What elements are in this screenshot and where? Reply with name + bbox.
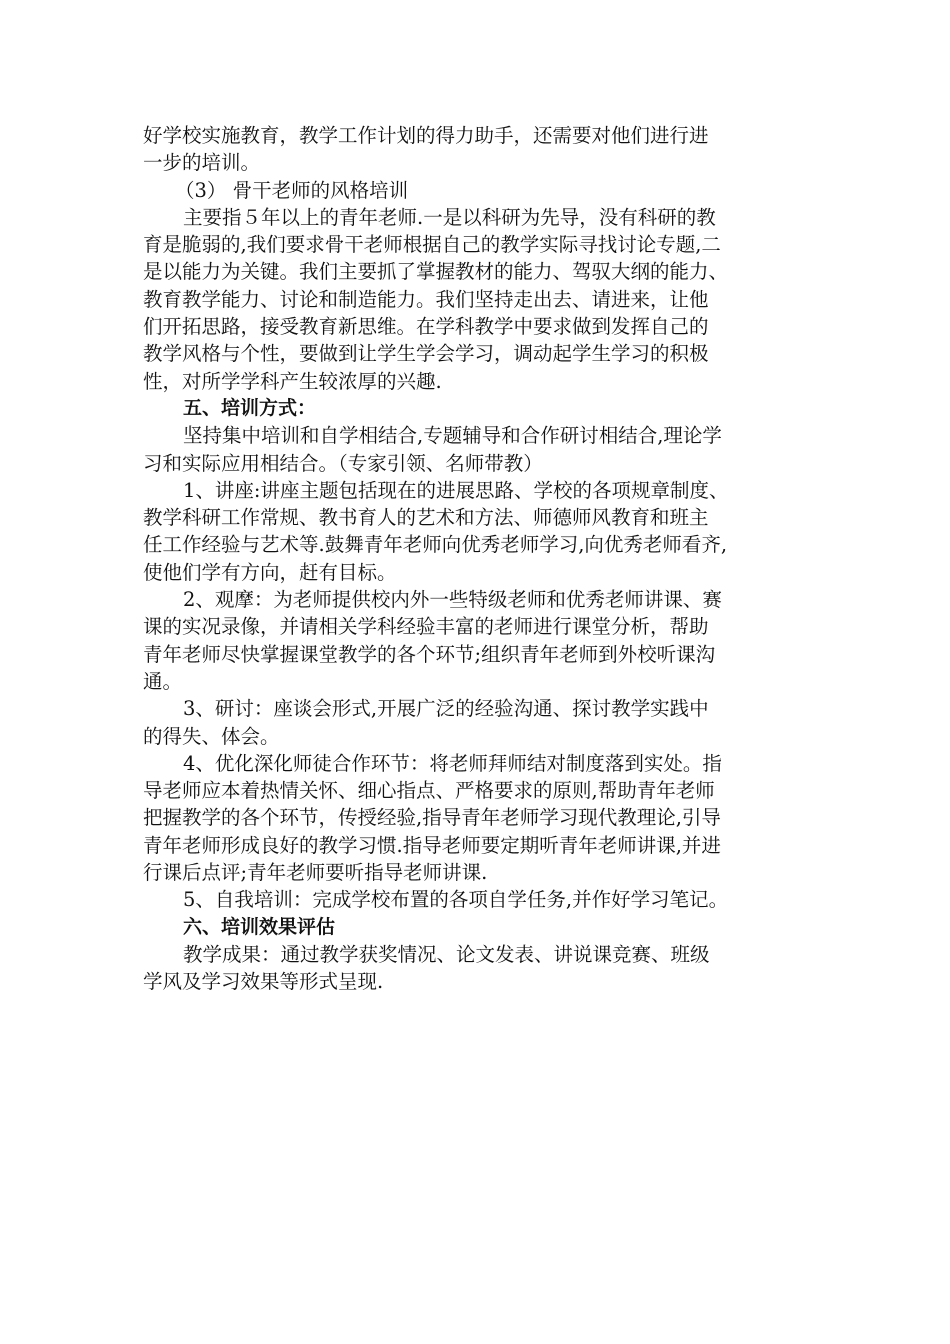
body-text-line: 一步的培训。 xyxy=(143,151,261,175)
body-text-line: 导老师应本着热情关怀、细心指点、严格要求的原则,帮助青年老师 xyxy=(143,779,715,803)
body-text-line: 行课后点评;青年老师要听指导老师讲课. xyxy=(143,861,488,885)
body-text-line: 课的实况录像，并请相关学科经验丰富的老师进行课堂分析，帮助 xyxy=(143,615,709,639)
paragraph-start: 教学成果：通过教学获奖情况、论文发表、讲说课竞赛、班级 xyxy=(183,942,710,966)
body-text-line: 青年老师形成良好的教学习惯.指导老师要定期听青年老师讲课,并进 xyxy=(143,833,721,857)
document-page xyxy=(143,122,825,996)
body-text-line: 习和实际应用相结合。（专家引领、名师带教） xyxy=(143,451,543,475)
body-text-line: 性，对所学学科产生较浓厚的兴趣. xyxy=(143,369,442,393)
body-text-line: 教学科研工作常规、教书育人的艺术和方法、师德师风教育和班主 xyxy=(143,506,709,530)
section-heading: 六、培训效果评估 xyxy=(183,915,336,938)
body-text-line: 任工作经验与艺术等.鼓舞青年老师向优秀老师学习,向优秀老师看齐, xyxy=(143,533,728,557)
paragraph-start: 2、观摩：为老师提供校内外一些特级老师和优秀老师讲课、赛 xyxy=(183,588,722,612)
body-text-line: 通。 xyxy=(143,669,183,693)
body-text-line: 好学校实施教育，教学工作计划的得力助手，还需要对他们进行进 xyxy=(143,124,709,147)
body-text-line: 教育教学能力、讨论和制造能力。我们坚持走出去、请进来，让他 xyxy=(143,287,709,311)
body-text-line: 是以能力为关键。我们主要抓了掌握教材的能力、驾驭大纲的能力、 xyxy=(143,260,729,284)
body-text-line: 学风及学习效果等形式呈现. xyxy=(143,970,384,994)
paragraph-start: 1、讲座:讲座主题包括现在的进展思路、学校的各项规章制度、 xyxy=(183,478,729,502)
body-text-line: 们开拓思路，接受教育新思维。在学科教学中要求做到发挥自己的 xyxy=(143,315,709,339)
paragraph-start: 3、研讨：座谈会形式,开展广泛的经验沟通、探讨教学实践中 xyxy=(183,697,709,721)
body-text-line: 使他们学有方向，赶有目标。 xyxy=(143,560,397,584)
subsection-heading: （3） 骨干老师的风格培训 xyxy=(175,178,409,202)
body-text-line: 青年老师尽快掌握课堂教学的各个环节;组织青年老师到外校听课沟 xyxy=(143,642,716,666)
section-heading: 五、培训方式： xyxy=(183,396,317,419)
body-text-line: 的得失、体会。 xyxy=(143,724,280,748)
body-text-line: 把握教学的各个环节，传授经验,指导青年老师学习现代教理论,引导 xyxy=(143,806,721,830)
paragraph-start: 坚持集中培训和自学相结合,专题辅导和合作研讨相结合,理论学 xyxy=(183,424,722,448)
body-text-line: 教学风格与个性，要做到让学生学会学习，调动起学生学习的积极 xyxy=(143,342,709,366)
paragraph-start: 5、自我培训：完成学校布置的各项自学任务,并作好学习笔记。 xyxy=(183,888,729,912)
paragraph-start: 主要指５年以上的青年老师.一是以科研为先导，没有科研的教 xyxy=(183,205,716,229)
body-text-line: 育是脆弱的,我们要求骨干老师根据自己的教学实际寻找讨论专题,二 xyxy=(143,233,721,257)
paragraph-start: 4、优化深化师徒合作环节：将老师拜师结对制度落到实处。指 xyxy=(183,751,722,775)
